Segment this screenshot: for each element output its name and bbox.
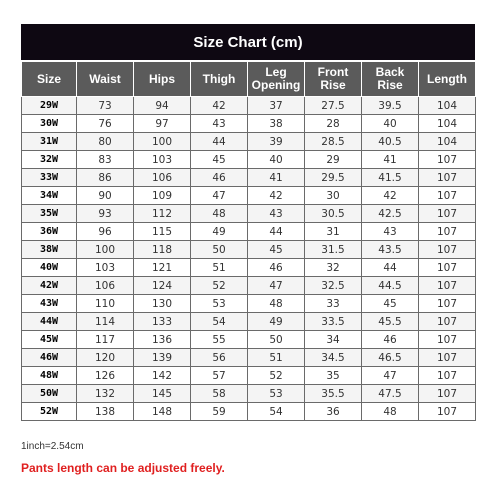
measurement-cell: 42 <box>248 187 305 205</box>
measurement-cell: 48 <box>191 205 248 223</box>
measurement-cell: 59 <box>191 403 248 421</box>
measurement-cell: 53 <box>191 295 248 313</box>
measurement-cell: 86 <box>77 169 134 187</box>
measurement-cell: 30 <box>305 187 362 205</box>
measurement-cell: 28.5 <box>305 133 362 151</box>
measurement-cell: 107 <box>419 187 476 205</box>
measurement-cell: 38 <box>248 115 305 133</box>
measurement-cell: 73 <box>77 97 134 115</box>
measurement-cell: 43 <box>362 223 419 241</box>
measurement-cell: 35 <box>305 367 362 385</box>
measurement-cell: 47 <box>191 187 248 205</box>
size-cell: 29W <box>22 97 77 115</box>
measurement-cell: 118 <box>134 241 191 259</box>
measurement-cell: 49 <box>248 313 305 331</box>
size-cell: 32W <box>22 151 77 169</box>
table-row <box>22 259 476 277</box>
length-adjust-note: Pants length can be adjusted freely. <box>21 461 225 475</box>
measurement-cell: 34.5 <box>305 349 362 367</box>
measurement-cell: 35.5 <box>305 385 362 403</box>
measurement-cell: 42 <box>362 187 419 205</box>
measurement-cell: 54 <box>248 403 305 421</box>
size-cell: 40W <box>22 259 77 277</box>
column-header: Thigh <box>191 62 248 97</box>
measurement-cell: 93 <box>77 205 134 223</box>
measurement-cell: 45.5 <box>362 313 419 331</box>
size-cell: 48W <box>22 367 77 385</box>
measurement-cell: 46.5 <box>362 349 419 367</box>
table-row <box>22 331 476 349</box>
measurement-cell: 53 <box>248 385 305 403</box>
measurement-cell: 51 <box>191 259 248 277</box>
table-row <box>22 223 476 241</box>
size-cell: 35W <box>22 205 77 223</box>
measurement-cell: 94 <box>134 97 191 115</box>
size-cell: 36W <box>22 223 77 241</box>
table-row <box>22 133 476 151</box>
measurement-cell: 44 <box>362 259 419 277</box>
measurement-cell: 31 <box>305 223 362 241</box>
measurement-cell: 47 <box>362 367 419 385</box>
measurement-cell: 43 <box>248 205 305 223</box>
measurement-cell: 39 <box>248 133 305 151</box>
measurement-cell: 96 <box>77 223 134 241</box>
measurement-cell: 46 <box>191 169 248 187</box>
measurement-cell: 33 <box>305 295 362 313</box>
table-row <box>22 277 476 295</box>
column-header: Front Rise <box>305 62 362 97</box>
measurement-cell: 132 <box>77 385 134 403</box>
measurement-cell: 104 <box>419 97 476 115</box>
measurement-cell: 107 <box>419 403 476 421</box>
column-header: Length <box>419 62 476 97</box>
measurement-cell: 83 <box>77 151 134 169</box>
measurement-cell: 45 <box>191 151 248 169</box>
measurement-cell: 44 <box>191 133 248 151</box>
measurement-cell: 32 <box>305 259 362 277</box>
measurement-cell: 138 <box>77 403 134 421</box>
measurement-cell: 107 <box>419 241 476 259</box>
size-cell: 44W <box>22 313 77 331</box>
table-row <box>22 349 476 367</box>
measurement-cell: 103 <box>134 151 191 169</box>
measurement-cell: 46 <box>362 331 419 349</box>
measurement-cell: 106 <box>134 169 191 187</box>
measurement-cell: 40 <box>362 115 419 133</box>
measurement-cell: 39.5 <box>362 97 419 115</box>
table-row <box>22 367 476 385</box>
measurement-cell: 57 <box>191 367 248 385</box>
measurement-cell: 104 <box>419 115 476 133</box>
column-header: Hips <box>134 62 191 97</box>
table-row <box>22 97 476 115</box>
measurement-cell: 100 <box>134 133 191 151</box>
measurement-cell: 48 <box>248 295 305 313</box>
measurement-cell: 42.5 <box>362 205 419 223</box>
size-cell: 33W <box>22 169 77 187</box>
measurement-cell: 54 <box>191 313 248 331</box>
measurement-cell: 41.5 <box>362 169 419 187</box>
measurement-cell: 139 <box>134 349 191 367</box>
size-cell: 30W <box>22 115 77 133</box>
table-header-row <box>22 62 476 97</box>
measurement-cell: 27.5 <box>305 97 362 115</box>
measurement-cell: 124 <box>134 277 191 295</box>
measurement-cell: 104 <box>419 133 476 151</box>
table-row <box>22 295 476 313</box>
table-row <box>22 241 476 259</box>
size-cell: 52W <box>22 403 77 421</box>
measurement-cell: 47.5 <box>362 385 419 403</box>
measurement-cell: 31.5 <box>305 241 362 259</box>
measurement-cell: 107 <box>419 367 476 385</box>
measurement-cell: 42 <box>191 97 248 115</box>
size-cell: 45W <box>22 331 77 349</box>
column-header: Back Rise <box>362 62 419 97</box>
measurement-cell: 52 <box>191 277 248 295</box>
measurement-cell: 29.5 <box>305 169 362 187</box>
measurement-cell: 52 <box>248 367 305 385</box>
size-cell: 50W <box>22 385 77 403</box>
table-row <box>22 151 476 169</box>
measurement-cell: 106 <box>77 277 134 295</box>
measurement-cell: 43.5 <box>362 241 419 259</box>
measurement-cell: 107 <box>419 349 476 367</box>
table-row <box>22 187 476 205</box>
measurement-cell: 142 <box>134 367 191 385</box>
measurement-cell: 107 <box>419 277 476 295</box>
measurement-cell: 107 <box>419 331 476 349</box>
measurement-cell: 40 <box>248 151 305 169</box>
measurement-cell: 130 <box>134 295 191 313</box>
table-row <box>22 313 476 331</box>
measurement-cell: 28 <box>305 115 362 133</box>
measurement-cell: 55 <box>191 331 248 349</box>
measurement-cell: 117 <box>77 331 134 349</box>
measurement-cell: 49 <box>191 223 248 241</box>
measurement-cell: 50 <box>191 241 248 259</box>
measurement-cell: 107 <box>419 259 476 277</box>
measurement-cell: 58 <box>191 385 248 403</box>
measurement-cell: 100 <box>77 241 134 259</box>
column-header: Leg Opening <box>248 62 305 97</box>
column-header: Waist <box>77 62 134 97</box>
measurement-cell: 107 <box>419 385 476 403</box>
size-cell: 43W <box>22 295 77 313</box>
size-cell: 46W <box>22 349 77 367</box>
measurement-cell: 107 <box>419 295 476 313</box>
table-row <box>22 169 476 187</box>
measurement-cell: 32.5 <box>305 277 362 295</box>
table-body <box>22 97 476 421</box>
measurement-cell: 29 <box>305 151 362 169</box>
measurement-cell: 51 <box>248 349 305 367</box>
table-row <box>22 205 476 223</box>
table-row <box>22 115 476 133</box>
size-cell: 34W <box>22 187 77 205</box>
measurement-cell: 107 <box>419 313 476 331</box>
measurement-cell: 36 <box>305 403 362 421</box>
chart-title: Size Chart (cm) <box>21 24 475 60</box>
size-cell: 38W <box>22 241 77 259</box>
unit-conversion-note: 1inch=2.54cm <box>21 441 84 452</box>
measurement-cell: 45 <box>362 295 419 313</box>
measurement-cell: 148 <box>134 403 191 421</box>
measurement-cell: 97 <box>134 115 191 133</box>
measurement-cell: 112 <box>134 205 191 223</box>
measurement-cell: 80 <box>77 133 134 151</box>
measurement-cell: 109 <box>134 187 191 205</box>
measurement-cell: 120 <box>77 349 134 367</box>
table-row <box>22 403 476 421</box>
measurement-cell: 126 <box>77 367 134 385</box>
measurement-cell: 103 <box>77 259 134 277</box>
measurement-cell: 115 <box>134 223 191 241</box>
measurement-cell: 136 <box>134 331 191 349</box>
measurement-cell: 45 <box>248 241 305 259</box>
size-cell: 31W <box>22 133 77 151</box>
size-chart-table <box>21 61 476 421</box>
measurement-cell: 56 <box>191 349 248 367</box>
measurement-cell: 90 <box>77 187 134 205</box>
measurement-cell: 76 <box>77 115 134 133</box>
measurement-cell: 133 <box>134 313 191 331</box>
measurement-cell: 44 <box>248 223 305 241</box>
table-row <box>22 385 476 403</box>
measurement-cell: 33.5 <box>305 313 362 331</box>
column-header: Size <box>22 62 77 97</box>
measurement-cell: 107 <box>419 151 476 169</box>
measurement-cell: 43 <box>191 115 248 133</box>
measurement-cell: 121 <box>134 259 191 277</box>
measurement-cell: 107 <box>419 223 476 241</box>
measurement-cell: 48 <box>362 403 419 421</box>
measurement-cell: 41 <box>362 151 419 169</box>
measurement-cell: 30.5 <box>305 205 362 223</box>
measurement-cell: 110 <box>77 295 134 313</box>
measurement-cell: 107 <box>419 169 476 187</box>
measurement-cell: 40.5 <box>362 133 419 151</box>
measurement-cell: 37 <box>248 97 305 115</box>
measurement-cell: 47 <box>248 277 305 295</box>
size-cell: 42W <box>22 277 77 295</box>
measurement-cell: 46 <box>248 259 305 277</box>
measurement-cell: 44.5 <box>362 277 419 295</box>
measurement-cell: 41 <box>248 169 305 187</box>
measurement-cell: 114 <box>77 313 134 331</box>
measurement-cell: 50 <box>248 331 305 349</box>
measurement-cell: 107 <box>419 205 476 223</box>
measurement-cell: 145 <box>134 385 191 403</box>
measurement-cell: 34 <box>305 331 362 349</box>
